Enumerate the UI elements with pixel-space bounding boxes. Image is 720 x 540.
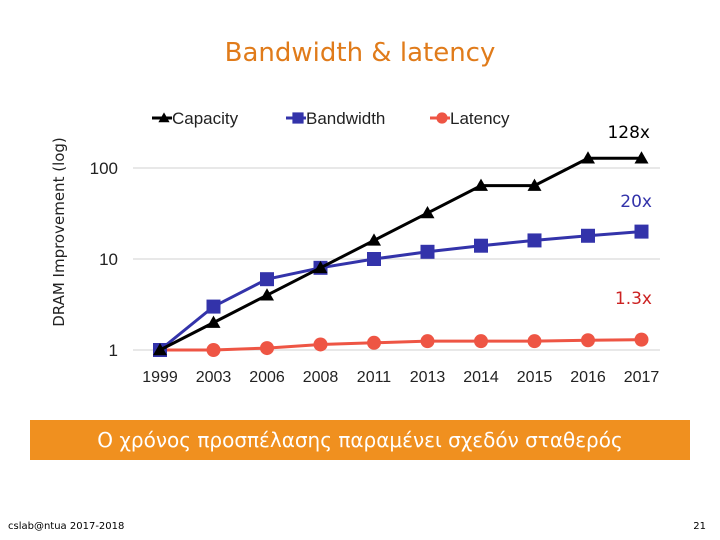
data-point-latency: [260, 341, 274, 355]
data-point-latency: [474, 334, 488, 348]
legend-label: Latency: [450, 109, 510, 128]
data-point-bandwidth: [581, 229, 595, 243]
data-point-latency: [207, 343, 221, 357]
footer-credit: cslab@ntua 2017-2018: [8, 521, 125, 532]
legend-label: Bandwidth: [306, 109, 386, 128]
x-tick-label: 1999: [142, 369, 178, 386]
x-tick-label: 2014: [463, 369, 499, 386]
page-number: 21: [693, 521, 706, 532]
data-point-latency: [314, 337, 328, 351]
conclusion-banner: Ο χρόνος προσπέλασης παραμένει σχεδόν σταθερός: [30, 420, 690, 460]
x-tick-label: 2008: [302, 369, 339, 386]
series-line-latency: [160, 340, 642, 350]
x-tick-label: 2006: [249, 369, 285, 386]
data-point-latency: [367, 336, 381, 350]
data-point-bandwidth: [260, 272, 274, 286]
x-tick-label: 2013: [409, 369, 446, 386]
data-point-latency: [635, 333, 649, 347]
x-tick-label: 2003: [195, 369, 232, 386]
series-line-bandwidth: [160, 232, 642, 350]
data-point-bandwidth: [421, 245, 435, 259]
data-point-bandwidth: [528, 233, 542, 247]
y-tick-label: 1: [108, 341, 118, 360]
slide-title: Bandwidth & latency: [224, 38, 496, 68]
end-label-capacity: 128x: [607, 123, 650, 143]
data-point-bandwidth: [367, 252, 381, 266]
legend-label: Capacity: [172, 109, 239, 128]
data-point-latency: [528, 334, 542, 348]
data-point-latency: [421, 334, 435, 348]
end-label-bandwidth: 20x: [620, 192, 652, 212]
y-tick-label: 10: [99, 250, 118, 269]
x-tick-label: 2011: [356, 369, 392, 386]
x-tick-label: 2017: [623, 369, 660, 386]
x-tick-label: 2015: [516, 369, 553, 386]
legend-marker: [436, 112, 447, 123]
end-label-latency: 1.3x: [614, 289, 652, 309]
data-point-latency: [581, 333, 595, 347]
data-point-bandwidth: [474, 239, 488, 253]
data-point-bandwidth: [207, 300, 221, 314]
x-tick-label: 2016: [570, 369, 606, 386]
y-tick-label: 100: [89, 159, 118, 178]
y-axis-label: DRAM Improvement (log): [50, 137, 68, 327]
legend-marker: [292, 112, 303, 123]
data-point-bandwidth: [635, 225, 649, 239]
